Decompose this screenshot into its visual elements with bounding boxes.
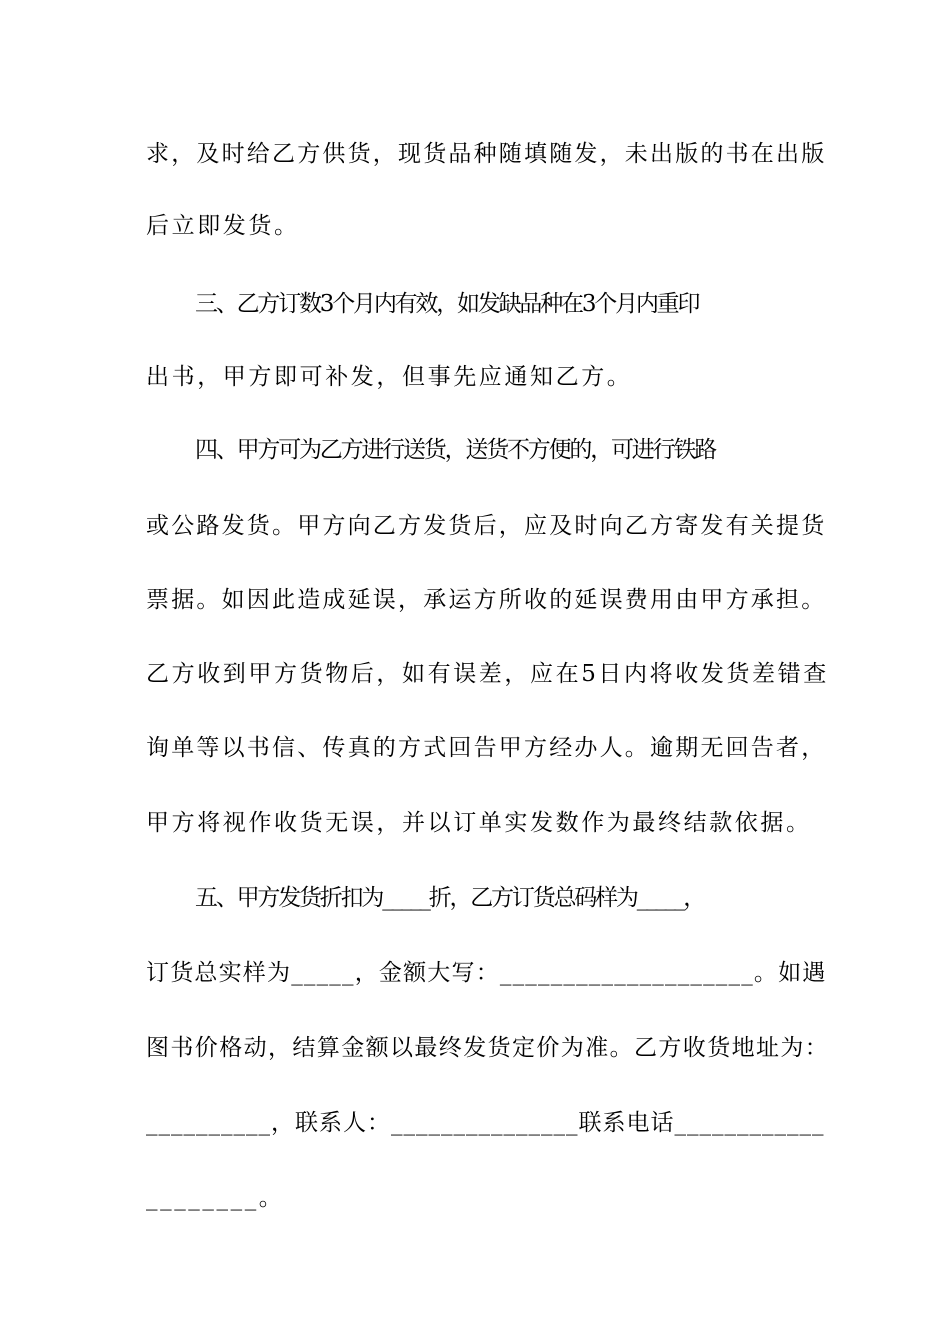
clause-four-line: 四、甲方可为乙方进行送货，送货不方便的，可进行铁路 (195, 437, 716, 463)
clause-three-line: 三、乙方订数3个月内有效，如发缺品种在3个月内重印 (195, 291, 699, 317)
paragraph-line: 出书，甲方即可补发，但事先应通知乙方。 (146, 364, 633, 390)
paragraph-line: 求，及时给乙方供货，现货品种随填随发，未出版的书在出版 (146, 141, 827, 167)
paragraph-line: 票据。如因此造成延误，承运方所收的延误费用由甲方承担。 (146, 587, 827, 613)
paragraph-line: 订货总实样为_____，金额大写：____________________。如遇 (146, 960, 827, 986)
paragraph-line: 或公路发货。甲方向乙方发货后，应及时向乙方寄发有关提货 (146, 513, 827, 539)
paragraph-line: 乙方收到甲方货物后，如有误差，应在5日内将收发货差错查 (146, 661, 829, 687)
paragraph-line: 询单等以书信、传真的方式回告甲方经办人。逾期无回告者， (146, 735, 827, 761)
paragraph-line: ________。 (146, 1185, 285, 1211)
contact-line: __________，联系人：_______________联系电话____________ (146, 1110, 825, 1136)
paragraph-line: 甲方将视作收货无误，并以订单实发数作为最终结款依据。 (146, 810, 812, 836)
clause-five-line: 五、甲方发货折扣为_____折，乙方订货总码样为_____， (195, 885, 705, 911)
paragraph-line: 后立即发货。 (146, 213, 300, 239)
paragraph-line: 图书价格动，结算金额以最终发货定价为准。乙方收货地址为： (146, 1035, 830, 1061)
